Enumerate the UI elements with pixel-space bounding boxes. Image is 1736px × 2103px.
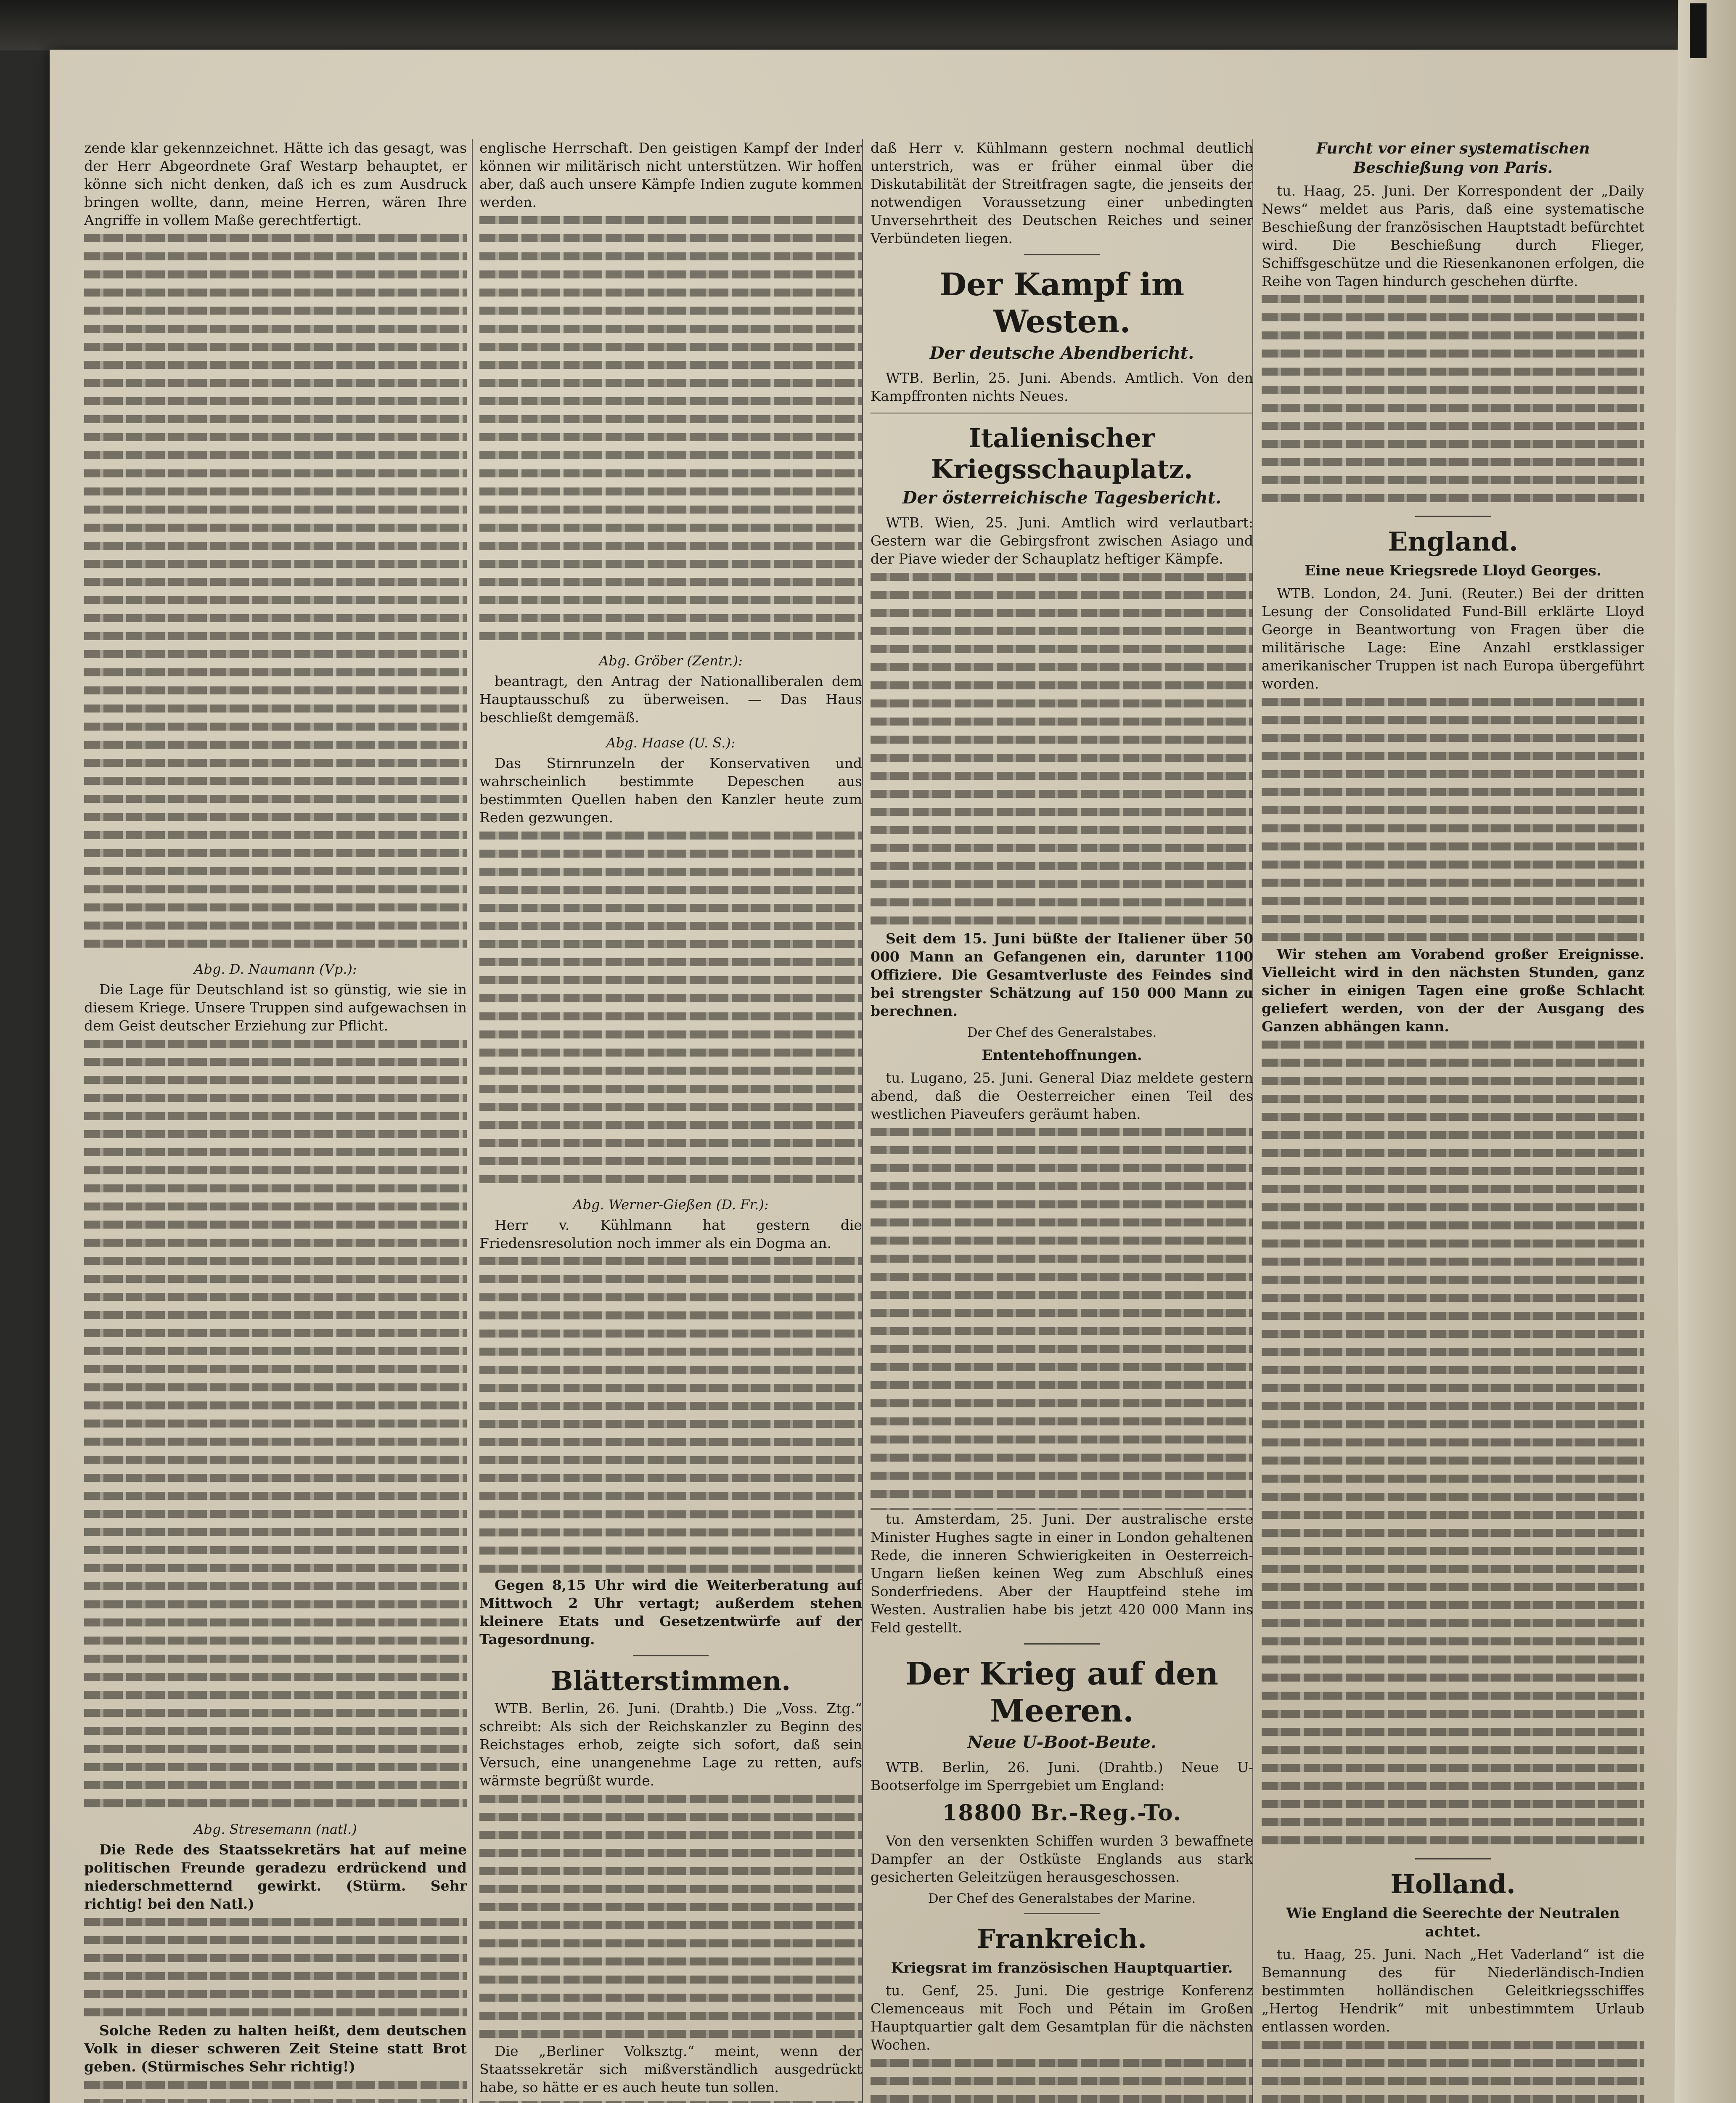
article-text-lines [1262,693,1644,945]
article-text: Seit dem 15. Juni büßte der Italiener über 50 000 Mann an Gefangenen ein, darunter 1100 Offiziere. Die Gesamtverluste des Feindes sind bei strengster Schätzung auf 150 000 Mann zu berechnen. [871,930,1253,1019]
article-text-lines [479,826,862,1188]
section-heading-sea-war: Der Krieg auf den Meeren. [905,1656,1218,1729]
article-text: Wir stehen am Vorabend großer Ereignisse. Vielleicht wird in den nächsten Stunden, ganz sicher in einigen Tagen eine große Schlacht geliefert werden, von der der Ausgang des Ganzen abhängen kann. [1262,946,1644,1035]
separator [1415,516,1491,517]
article-text-lines [479,211,862,644]
article-text: tu. Haag, 25. Juni. Der Korrespondent der „Daily News“ meldet aus Paris, daß eine systematische Beschießung der französischen Hauptstadt befürchtet wird. Die Beschießung durch Flieger, Schiffsgeschütze und die Riesenkanonen erfolgen, die Reihe von Tagen hindurch geschehen dürfte. [1262,183,1644,289]
column-rule [472,139,473,2103]
column-1 [84,139,467,2103]
article-text: zende klar gekennzeichnet. Hätte ich das gesagt, was der Herr Abgeordnete Graf Westarp behauptet, er könne sich nicht denken, daß ich es zum Ausdruck bringen wollte, dann, meine Herren, wären Ihre Angriffe in vollem Maße gerechtfertigt. [84,140,467,228]
torn-page-edge [1672,0,1736,2103]
article-text-lines [84,1035,467,1813]
article-text: tu. Amsterdam, 25. Juni. Der australische erste Minister Hughes sagte in einer in London gehaltenen Rede, die inneren Schwierigkeiten in Oesterreich-Ungarn ließen keinen Weg zum Abschluß eines Sonderfriedens. Aber der Hauptfeind stehe im Westen. Australien habe bis jetzt 420 000 Mann ins Feld gestellt. [871,1511,1253,1636]
article-text: WTB. Berlin, 26. Juni. (Drahtb.) Neue U-Bootserfolge im Sperrgebiet um England: [871,1759,1253,1793]
article-text: Gegen 8,15 Uhr wird die Weiterberatung auf Mittwoch 2 Uhr vertagt; außerdem stehen kleinere Etats und Gesetzentwürfe auf der Tagesordnung. [479,1577,862,1647]
separator [1024,254,1100,255]
section-subheading: Wie England die Seerechte der Neutralen achtet. [1286,1905,1620,1940]
column-4 [1262,139,1644,2103]
scan-corner-mark [1690,3,1707,58]
section-subheading: Der österreichische Tagesbericht. [902,488,1222,508]
signature: Der Chef des Generalstabes. [967,1025,1157,1040]
article-text-lines [871,1123,1253,1510]
article-heading-paris: Furcht vor einer systematischen Beschießung von Paris. [1316,140,1590,177]
article-text-lines [84,772,467,953]
article-text: WTB. London, 24. Juni. (Reuter.) Bei der dritten Lesung der Consolidated Fund-Bill erklärte Lloyd George in Beantwortung von Fragen über die militärische Lage: Eine Anzahl erstklassiger amerikanischer Truppen ist nach Europa übergeführt worden. [1262,585,1644,692]
section-subheading: Kriegsrat im französischen Hauptquartier. [891,1960,1233,1976]
article-text: WTB. Wien, 25. Juni. Amtlich wird verlautbart: Gestern war die Gebirgsfront zwischen Asiago und der Piave wieder der Schauplatz heftiger Kämpfe. [871,514,1253,567]
article-text: tu. Lugano, 25. Juni. General Diaz meldete gestern abend, daß die Oesterreicher einen Teil des westlichen Piaveufers geräumt haben. [871,1070,1253,1122]
speaker-heading: Abg. Stresemann (natl.) [194,1821,357,1837]
column-3 [871,139,1253,2103]
signature: Der Chef des Generalstabes der Marine. [928,1891,1196,1906]
article-text-lines [84,229,467,772]
column-2 [479,139,862,2103]
separator [633,1655,709,1656]
article-text: Von den versenkten Schiffen wurden 3 bewaffnete Dampfer an der Ostküste Englands aus stark gesicherten Geleitzügen herausgeschossen. [871,1833,1253,1885]
article-text-lines [479,1252,862,1576]
article-text: Die Rede des Staatssekretärs hat auf meine politischen Freunde geradezu erdrückend und niederschmetternd gewirkt. (Stürm. Sehr richtig! bei den Natl.) [84,1841,467,1912]
article-text: Die „Berliner Volksztg.“ meint, wenn der Staatssekretär sich mißverständlich ausgedrückt habe, so hätte er es auch heute tun sollen. [479,2043,862,2095]
speaker-heading: Abg. D. Naumann (Vp.): [194,961,357,977]
tonnage-figure: 18800 Br.-Reg.-To. [942,1800,1182,1826]
section-heading-blaetterstimmen: Blätterstimmen. [551,1666,791,1696]
article-text-lines [871,568,1253,930]
article-text: Herr v. Kühlmann hat gestern die Friedensresolution noch immer als ein Dogma an. [479,1217,862,1251]
section-heading-england: England. [1388,526,1518,557]
separator [1024,1913,1100,1914]
section-heading-italy: Italienischer Kriegsschauplatz. [931,423,1193,485]
section-subheading: Eine neue Kriegsrede Lloyd Georges. [1305,562,1601,579]
section-subheading: Neue U-Boot-Beute. [967,1732,1156,1752]
article-text-lines [84,2076,467,2103]
separator [1415,1858,1491,1859]
article-text-lines [1262,2036,1644,2103]
section-subheading: Der deutsche Abendbericht. [929,343,1194,363]
section-subheading: Ententehoffnungen. [982,1047,1142,1064]
scanner-background-top [0,0,1736,50]
article-text: WTB. Berlin, 25. Juni. Abends. Amtlich. Von den Kampffronten nichts Neues. [871,370,1253,404]
article-text: beantragt, den Antrag der Nationalliberalen dem Hauptausschuß zu überweisen. — Das Haus beschließt demgemäß. [479,673,862,726]
article-text: Solche Reden zu halten heißt, dem deutschen Volk in dieser schweren Zeit Steine statt Brot geben. (Stürmisches Sehr richtig!) [84,2022,467,2075]
article-text: Das Stirnrunzeln der Konservativen und wahrscheinlich bestimmte Depeschen aus bestimmten Quellen haben den Kanzler heute zum Reden gezwungen. [479,755,862,826]
article-text-lines [1262,1036,1644,1851]
section-heading-holland: Holland. [1390,1869,1516,1899]
article-text: tu. Haag, 25. Juni. Nach „Het Vaderland“ ist die Bemannung des für Niederländisch-Indien bestimmten holländischen Geleitkriegsschiffes „Hertog Hendrik“ mit unbestimmtem Urlaub entlassen worden. [1262,1946,1644,2035]
separator [1024,1643,1100,1645]
speaker-heading: Abg. Gröber (Zentr.): [599,653,743,669]
speaker-heading: Abg. Haase (U. S.): [606,735,736,751]
section-heading-west: Der Kampf im Westen. [939,267,1185,340]
article-text-lines [1262,290,1644,509]
section-heading-france: Frankreich. [977,1923,1147,1954]
article-text: WTB. Berlin, 26. Juni. (Drahtb.) Die „Voss. Ztg.“ schreibt: Als sich der Reichskanzler zu Beginn des Reichstages erhob, zeigte sich sofort, daß sein Versuch, eine unangenehme Lage zu retten, aufs wärmste begrüßt wurde. [479,1700,862,1789]
column-rule [862,139,863,2103]
article-text: tu. Genf, 25. Juni. Die gestrige Konferenz Clemenceaus mit Foch und Pétain im Großen Hauptquartier galt dem Gesamtplan für die nächsten Wochen. [871,1982,1253,2053]
article-text-lines [479,1790,862,2042]
article-text: englische Herrschaft. Den geistigen Kampf der Inder können wir militärisch nicht unterstützen. Wir hoffen aber, daß auch unsere Kämpfe Indien zugute kommen werden. [479,140,862,210]
speaker-heading: Abg. Werner-Gießen (D. Fr.): [573,1197,769,1213]
article-text: Die Lage für Deutschland ist so günstig, wie sie in diesem Kriege. Unsere Truppen sind aufgewachsen in dem Geist deutscher Erziehung zur Pflicht. [84,981,467,1034]
article-text-lines [479,2096,862,2103]
article-text-lines [84,1913,467,2021]
article-text: daß Herr v. Kühlmann gestern nochmal deutlich unterstrich, was er früher einmal über die Diskutabilität der Streitfragen sagte, die jenseits der notwendigen Voraussetzung einer unbedingten Unversehrtheit des Deutschen Reiches und seiner Verbündeten liegen. [871,140,1253,246]
article-text-lines [871,2054,1253,2103]
